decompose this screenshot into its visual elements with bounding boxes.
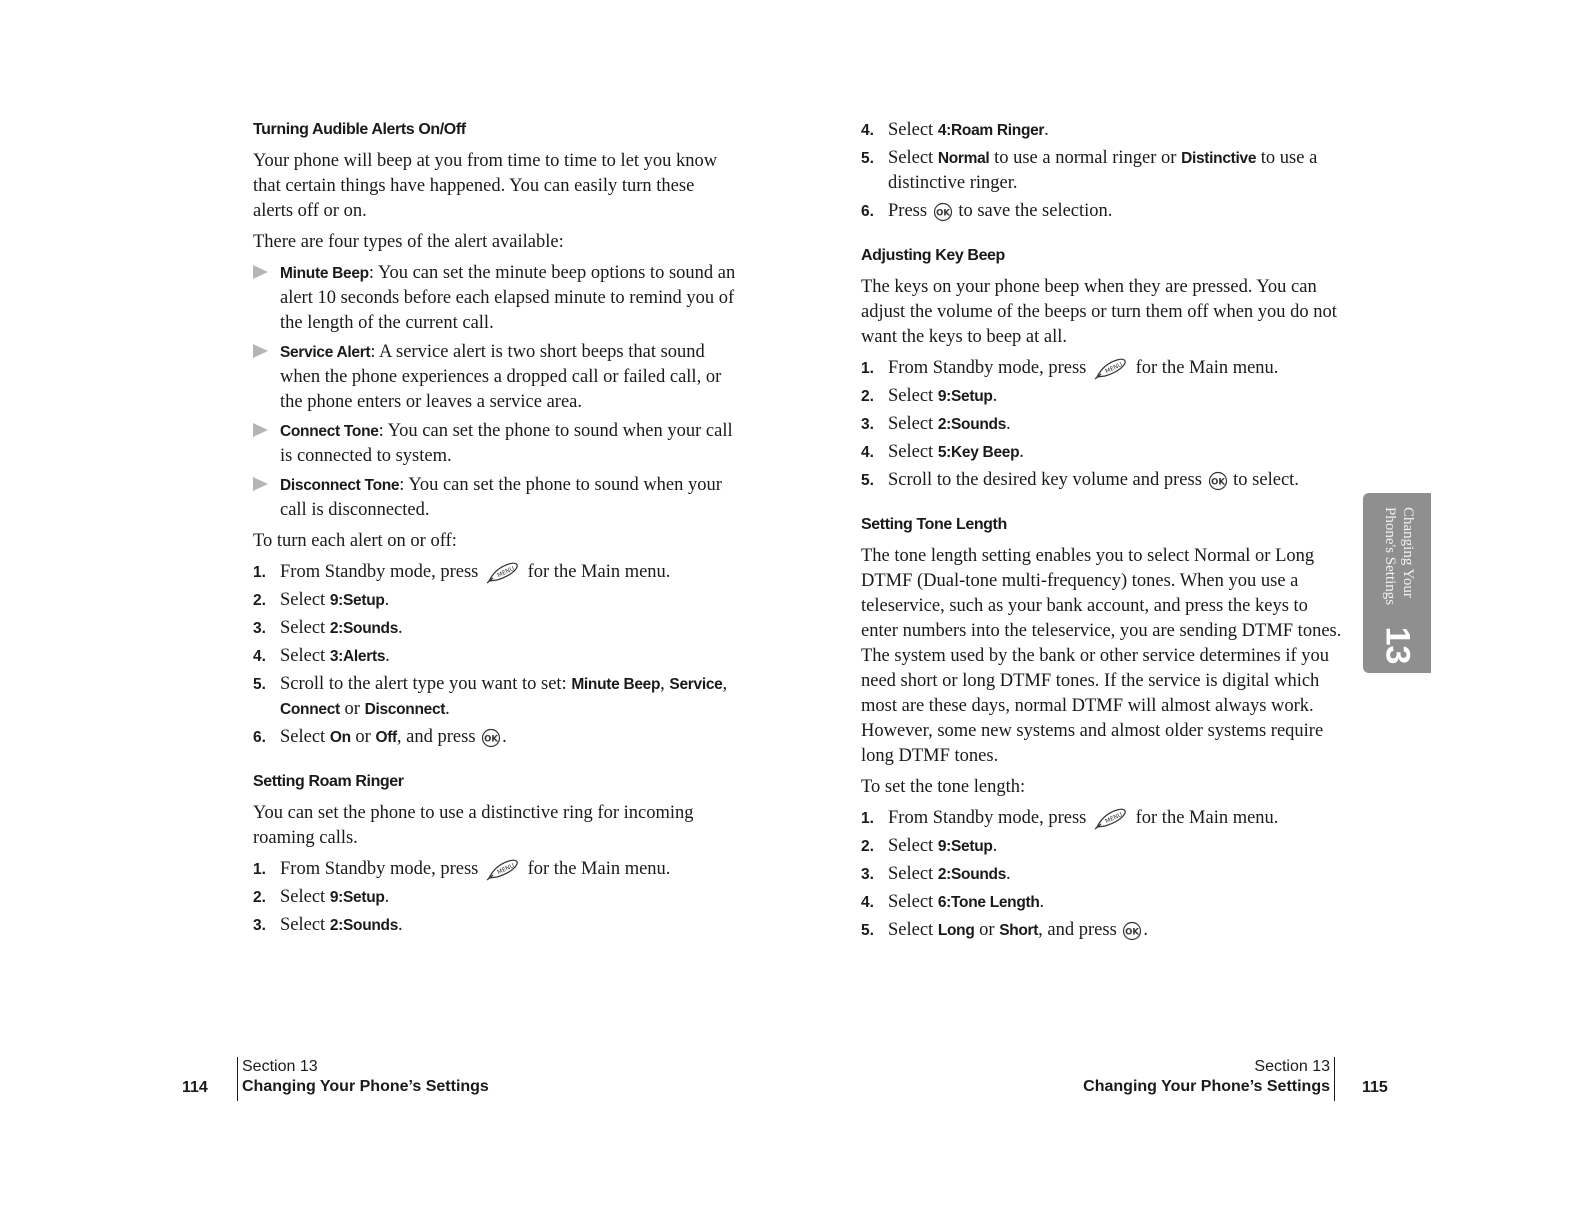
paragraph: You can set the phone to use a distinctive ring for incoming roaming calls. [253, 803, 694, 848]
list-item: 4. Select 4:Roam Ringer. [861, 120, 1049, 140]
list-item: 3. Select 2:Sounds. [861, 414, 1011, 434]
arrow-bullet-icon [253, 423, 268, 437]
paragraph: There are four types of the alert available: [253, 232, 564, 252]
footer-right [1083, 1057, 1335, 1101]
list-item: 6. Press OK to save the selection. [861, 201, 1113, 221]
menu-key-icon [1093, 807, 1129, 831]
svg-text:MENU: MENU [1104, 361, 1124, 375]
menu-key-icon [1093, 357, 1129, 381]
list-item: 3. Select 2:Sounds. [253, 915, 403, 935]
svg-text:OK: OK [935, 208, 950, 219]
arrow-bullet-icon [253, 265, 268, 279]
ok-key-icon [1122, 921, 1142, 941]
list-item: 2. Select 9:Setup. [253, 887, 390, 907]
svg-text:MENU: MENU [496, 565, 516, 579]
right-column [861, 112, 1346, 949]
svg-text:MENU: MENU [496, 862, 516, 876]
paragraph: The keys on your phone beep when they are pressed. You can adjust the volume of the beeps or turn them off when you do not want the keys to beep at all. [861, 277, 1337, 347]
list-item: Minute Beep: You can set the minute beep options to sound an alert 10 seconds before each elapsed minute to remind you of the length of the current call. [253, 261, 738, 336]
paragraph: To turn each alert on or off: [253, 531, 457, 551]
list-item: 5. Select Long or Short, and press OK . [861, 920, 1149, 940]
list-item: 4. Select 6:Tone Length. [861, 892, 1045, 912]
list-item: 6. Select On or Off, and press OK . [253, 727, 507, 747]
paragraph: Your phone will beep at you from time to time to let you know that certain things have happened. You can easily turn these alerts off or on. [253, 151, 718, 221]
section-tab-number: 13 [1378, 626, 1417, 665]
paragraph: The tone length setting enables you to select Normal or Long DTMF (Dual-tone multi-frequency) tones. When you use a teleservice, such as your bank account, and press the keys to enter numbers into the teleservice, you are sending DTMF tones. The system used by the bank or other service determines if you need short or long DTMF tones. If the service is digital which most are these days, normal DTMF will almost always work. However, some new systems and almost older systems require long DTMF tones. [861, 546, 1342, 766]
alert-types-list [253, 261, 738, 523]
svg-text:OK: OK [1125, 927, 1140, 938]
list-item: 1. From Standby mode, press MENU for the Main menu. [253, 560, 738, 585]
list-item: 4. Select 5:Key Beep. [861, 442, 1024, 462]
ok-key-icon [481, 728, 501, 748]
footer-section-label: Section 13 [242, 1058, 318, 1075]
list-item: Service Alert: A service alert is two short beeps that sound when the phone experiences a dropped call or failed call, or the phone enters or leaves a service area. [253, 340, 738, 415]
list-item: 2. Select 9:Setup. [861, 836, 998, 856]
arrow-bullet-icon [253, 477, 268, 491]
list-item: 2. Select 9:Setup. [861, 386, 998, 406]
arrow-bullet-icon [253, 344, 268, 358]
list-item: 3. Select 2:Sounds. [861, 864, 1011, 884]
svg-text:OK: OK [484, 734, 499, 745]
footer-chapter-title: Changing Your Phone’s Settings [1083, 1078, 1330, 1095]
tone-length-steps-list [861, 806, 1346, 943]
footer-left [237, 1057, 489, 1101]
section-tab [1363, 493, 1431, 673]
menu-key-icon [485, 858, 521, 882]
left-column [253, 112, 738, 944]
key-beep-steps-list [861, 356, 1346, 493]
section-heading-audible-alerts: Turning Audible Alerts On/Off [253, 121, 466, 138]
list-item: 5. Scroll to the desired key volume and press OK to select. [861, 470, 1299, 490]
alert-steps-list [253, 560, 738, 750]
section-tab-title: Changing Your Phone's Settings [1382, 507, 1416, 606]
list-item: 4. Select 3:Alerts. [253, 646, 390, 666]
section-heading-key-beep: Adjusting Key Beep [861, 247, 1005, 264]
page-number-right: 115 [1362, 1079, 1388, 1096]
page-number-left: 114 [182, 1079, 208, 1096]
list-item: 1. From Standby mode, press MENU for the Main menu. [861, 806, 1346, 831]
roam-steps-continued [861, 118, 1346, 224]
ok-key-icon [1208, 471, 1228, 491]
list-item: 5. Scroll to the alert type you want to set: Minute Beep, Service, Connect or Disconnect. [253, 674, 728, 719]
list-item: 1. From Standby mode, press MENU for the Main menu. [861, 356, 1346, 381]
roam-steps-list [253, 857, 738, 938]
footer-section-label: Section 13 [1254, 1058, 1330, 1075]
list-item: 2. Select 9:Setup. [253, 590, 390, 610]
svg-text:MENU: MENU [1104, 811, 1124, 825]
svg-text:OK: OK [1210, 477, 1225, 488]
list-item: Connect Tone: You can set the phone to sound when your call is connected to system. [253, 419, 738, 469]
list-item: Disconnect Tone: You can set the phone to sound when your call is disconnected. [253, 473, 738, 523]
footer-chapter-title: Changing Your Phone’s Settings [242, 1078, 489, 1095]
list-item: 3. Select 2:Sounds. [253, 618, 403, 638]
menu-key-icon [485, 561, 521, 585]
paragraph: To set the tone length: [861, 777, 1026, 797]
list-item: 5. Select Normal to use a normal ringer or Distinctive to use a distinctive ringer. [861, 148, 1318, 193]
ok-key-icon [933, 202, 953, 222]
section-heading-roam-ringer: Setting Roam Ringer [253, 773, 404, 790]
list-item: 1. From Standby mode, press MENU for the Main menu. [253, 857, 738, 882]
section-heading-tone-length: Setting Tone Length [861, 516, 1007, 533]
